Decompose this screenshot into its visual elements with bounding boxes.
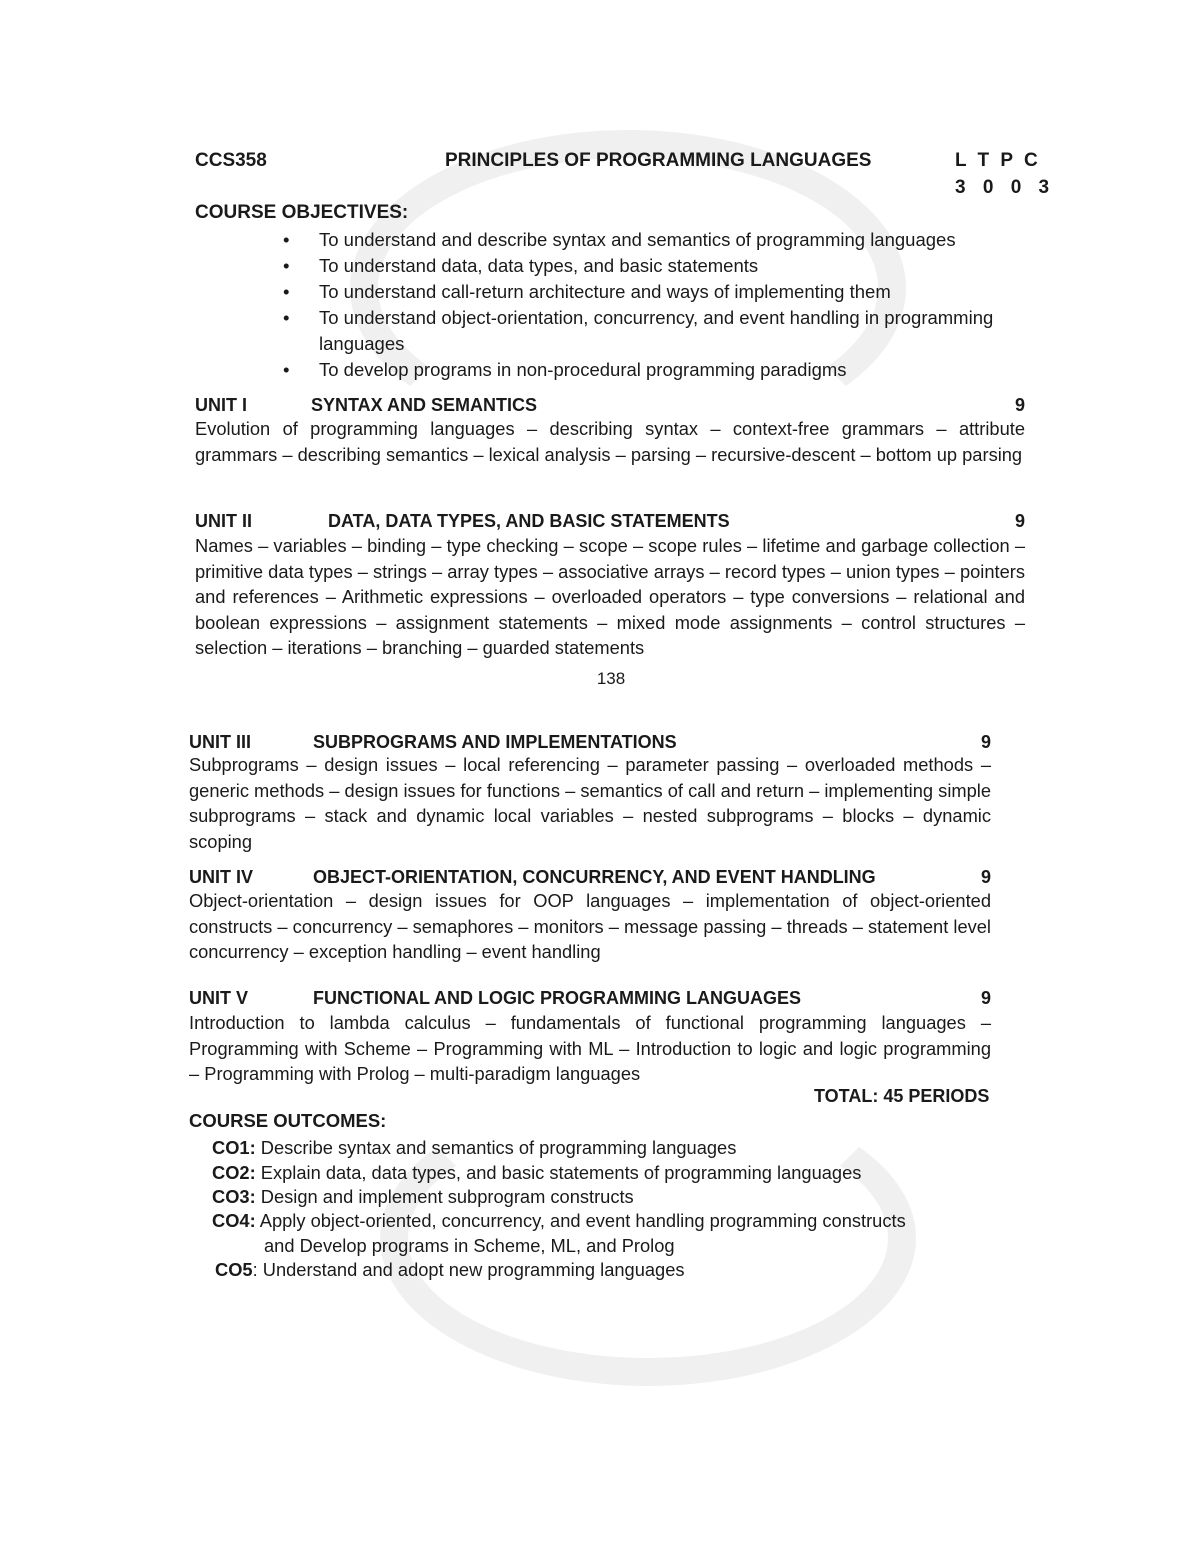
objectives-heading: COURSE OBJECTIVES: bbox=[195, 202, 409, 223]
total-periods: TOTAL: 45 PERIODS bbox=[814, 1086, 990, 1106]
outcome-label: CO1: bbox=[212, 1137, 256, 1158]
outcome-continuation: and Develop programs in Scheme, ML, and Prolog bbox=[264, 1235, 675, 1256]
outcome-label: CO5 bbox=[215, 1259, 253, 1280]
ltpc-values: 3 0 0 3 bbox=[955, 177, 1056, 198]
course-code: CCS358 bbox=[195, 150, 267, 171]
unit-hours: 9 bbox=[1014, 511, 1025, 531]
unit-title: OBJECT-ORIENTATION, CONCURRENCY, AND EVENT HANDLING bbox=[313, 867, 876, 887]
outcome-item bbox=[215, 1257, 685, 1282]
outcome-item bbox=[212, 1184, 634, 1209]
objective-item: • To understand and describe syntax and semantics of programming languages bbox=[283, 227, 1023, 253]
outcome-text: Describe syntax and semantics of programming languages bbox=[260, 1137, 737, 1158]
outcome-text: : Understand and adopt new programming languages bbox=[252, 1259, 685, 1280]
outcomes-heading: COURSE OUTCOMES: bbox=[189, 1110, 387, 1131]
unit-4-heading bbox=[189, 867, 991, 888]
unit-1-heading bbox=[195, 395, 1025, 416]
outcome-label: CO2: bbox=[212, 1162, 256, 1183]
unit-label: UNIT III bbox=[189, 732, 251, 752]
outcome-text: Apply object-oriented, concurrency, and event handling programming constructs bbox=[259, 1210, 906, 1231]
unit-label: UNIT V bbox=[189, 988, 249, 1008]
unit-hours: 9 bbox=[980, 867, 991, 887]
unit-label: UNIT IV bbox=[189, 867, 254, 887]
unit-title: DATA, DATA TYPES, AND BASIC STATEMENTS bbox=[328, 511, 730, 531]
unit-hours: 9 bbox=[980, 988, 991, 1008]
unit-title: FUNCTIONAL AND LOGIC PROGRAMMING LANGUAGES bbox=[313, 988, 801, 1008]
unit-title: SUBPROGRAMS AND IMPLEMENTATIONS bbox=[313, 732, 677, 752]
unit-label: UNIT II bbox=[195, 511, 252, 531]
page-number: 138 bbox=[596, 669, 626, 688]
unit-5-heading bbox=[189, 988, 991, 1009]
unit-label: UNIT I bbox=[195, 395, 247, 415]
objectives-list bbox=[283, 227, 1023, 383]
unit-2-heading bbox=[195, 511, 1025, 532]
outcome-item bbox=[212, 1208, 906, 1233]
outcome-item bbox=[212, 1135, 736, 1160]
unit-5-content: Introduction to lambda calculus – fundamentals of functional programming languages – Programming with Scheme – Programming with ML – Introduction to logic and logic programming – Programming with Prolog – multi-paradigm languages bbox=[189, 1012, 991, 1084]
objective-item: • To understand call-return architecture and ways of implementing them bbox=[283, 279, 1023, 305]
unit-2-content: Names – variables – binding – type checking – scope – scope rules – lifetime and garbage collection – primitive data types – strings – array types – associative arrays – record types – union types – pointers and references – Arithmetic expressions – overloaded operators – type conversions – relational and boolean expressions – assignment statements – mixed mode assignments – control structures – selection – iterations – branching – guarded statements bbox=[195, 535, 1025, 658]
unit-3-content: Subprograms – design issues – local referencing – parameter passing – overloaded methods – generic methods – design issues for functions – semantics of call and return – implementing simple subprograms – stack and dynamic local variables – nested subprograms – blocks – dynamic scoping bbox=[189, 754, 991, 852]
outcome-item bbox=[212, 1160, 861, 1185]
unit-3-heading bbox=[189, 732, 991, 753]
objective-item: • To understand object-orientation, concurrency, and event handling in programming languages bbox=[283, 305, 1023, 357]
unit-hours: 9 bbox=[1014, 395, 1025, 415]
outcome-text: Explain data, data types, and basic statements of programming languages bbox=[260, 1162, 862, 1183]
unit-hours: 9 bbox=[980, 732, 991, 752]
outcome-label: CO3: bbox=[212, 1186, 256, 1207]
outcome-label: CO4: bbox=[212, 1210, 256, 1231]
objective-item: • To develop programs in non-procedural programming paradigms bbox=[283, 357, 1023, 383]
unit-title: SYNTAX AND SEMANTICS bbox=[311, 395, 538, 415]
ltpc-label: L T P C bbox=[955, 150, 1041, 171]
course-title: PRINCIPLES OF PROGRAMMING LANGUAGES bbox=[445, 150, 872, 171]
outcome-text: Design and implement subprogram constructs bbox=[260, 1186, 634, 1207]
unit-4-content: Object-orientation – design issues for OOP languages – implementation of object-oriented constructs – concurrency – semaphores – monitors – message passing – threads – statement level concurrency – exception handling – event handling bbox=[189, 890, 991, 962]
objective-item: • To understand data, data types, and basic statements bbox=[283, 253, 1023, 279]
unit-1-content: Evolution of programming languages – describing syntax – context-free grammars – attribute grammars – describing semantics – lexical analysis – parsing – recursive-descent – bottom up parsing bbox=[195, 418, 1025, 465]
